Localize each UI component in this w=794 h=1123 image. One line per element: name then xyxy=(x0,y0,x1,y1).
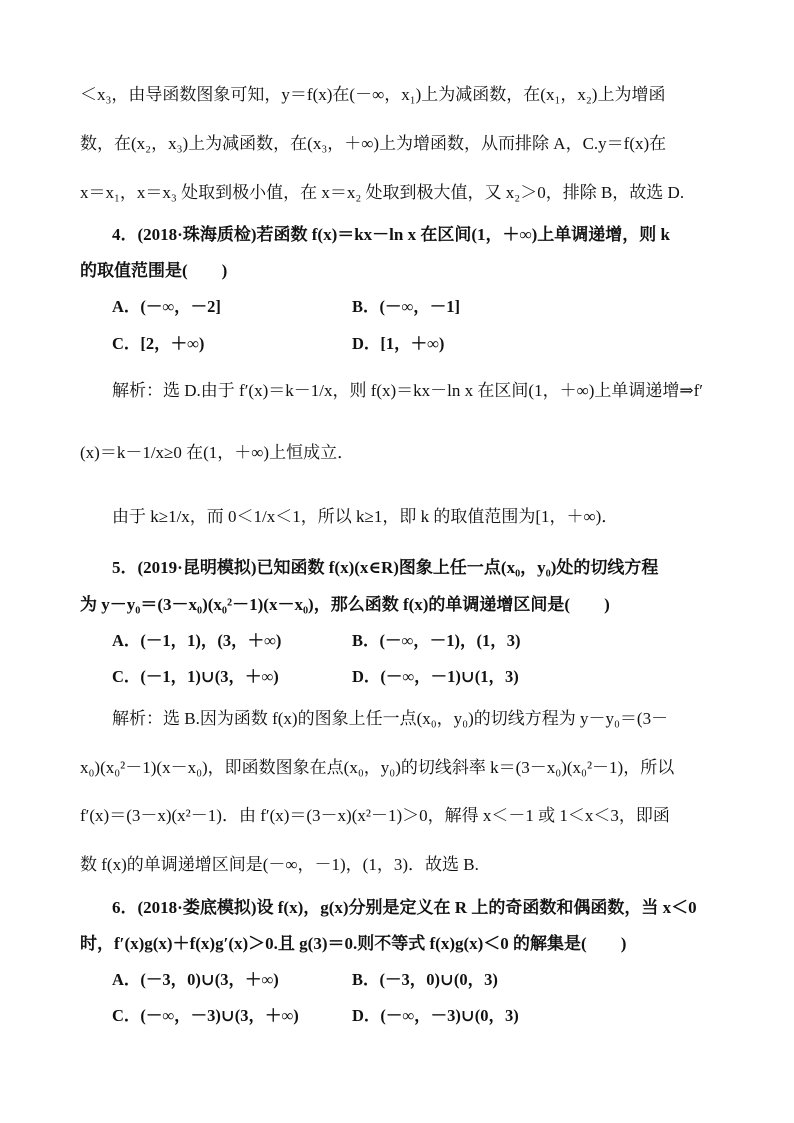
question-4-stem-line-2: 的取值范围是( ) xyxy=(80,261,228,280)
question-5-stem-line-1: 5．(2019·昆明模拟)已知函数 f(x)(x∈R)图象上任一点(x₀，y₀)处的切线方程 xyxy=(112,558,659,577)
question-6-stem-line-1: 6．(2018·娄底模拟)设 f(x)，g(x)分别是定义在 R 上的奇函数和偶函数，当 x＜0 xyxy=(112,898,697,917)
question-6-option-d: D．(－∞，－3)∪(0，3) xyxy=(352,1006,519,1025)
question-6-option-b: B．(－3，0)∪(0，3) xyxy=(352,970,498,989)
question-4-stem-line-1: 4．(2018·珠海质检)若函数 f(x)＝kx－ln x 在区间(1，＋∞)上单调递增，则 k xyxy=(112,225,671,244)
question-5-option-a: A．(－1，1)，(3，＋∞) xyxy=(112,631,282,650)
solution-5-line-1: 解析：选 B.因为函数 f(x)的图象上任一点(x₀，y₀)的切线方程为 y－y₀＝(3－ xyxy=(112,709,669,728)
question-5-option-c: C．(－1，1)∪(3，＋∞) xyxy=(112,667,279,686)
question-5-option-d: D．(－∞，－1)∪(1，3) xyxy=(352,667,519,686)
question-6-stem-line-2: 时，f′(x)g(x)＋f(x)g′(x)＞0.且 g(3)＝0.则不等式 f(x)g(x)＜0 的解集是( ) xyxy=(80,934,627,953)
solution-4-line-3: 由于 k≥1/x，而 0＜1/x＜1，所以 k≥1，即 k 的取值范围为[1，＋∞)． xyxy=(112,507,619,526)
solution-5-line-3: f′(x)＝(3－x)(x²－1)．由 f′(x)＝(3－x)(x²－1)＞0，解得 x＜－1 或 1＜x＜3，即函 xyxy=(80,806,670,825)
question-4-option-b: B．(－∞，－1] xyxy=(352,297,461,316)
question-6-option-a: A．(－3，0)∪(3，＋∞) xyxy=(112,970,279,989)
question-4-option-c: C．[2，＋∞) xyxy=(112,334,205,353)
solution-3-line-2: 数，在(x₂，x₃)上为减函数，在(x₃，＋∞)上为增函数，从而排除 A，C.y＝f(x)在 xyxy=(80,134,667,153)
solution-3-line-1: ＜x₃，由导函数图象可知，y＝f(x)在(－∞，x₁)上为减函数，在(x₁，x₂)上为增函 xyxy=(80,85,666,104)
question-5-stem-line-2: 为 y－y₀＝(3－x₀)(x₀²－1)(x－x₀)，那么函数 f(x)的单调递增区间是( ) xyxy=(80,595,610,614)
solution-3-line-3: x＝x₁，x＝x₃ 处取到极小值，在 x＝x₂ 处取到极大值，又 x₂＞0，排除 B，故选 D. xyxy=(80,183,685,202)
solution-4-line-2: (x)＝k－1/x≥0 在(1，＋∞)上恒成立． xyxy=(80,443,355,462)
solution-5-line-2: x₀)(x₀²－1)(x－x₀)，即函数图象在点(x₀，y₀)的切线斜率 k＝(3－x₀)(x₀²－1)，所以 xyxy=(80,758,675,777)
question-4-option-a: A．(－∞，－2] xyxy=(112,297,221,316)
question-4-option-d: D．[1，＋∞) xyxy=(352,334,445,353)
question-6-option-c: C．(－∞，－3)∪(3，＋∞) xyxy=(112,1006,299,1025)
question-5-option-b: B．(－∞，－1)，(1，3) xyxy=(352,631,521,650)
solution-4-line-1: 解析：选 D.由于 f′(x)＝k－1/x，则 f(x)＝kx－ln x 在区间(1，＋∞)上单调递增⇒f′ xyxy=(112,381,703,400)
solution-5-line-4: 数 f(x)的单调递增区间是(－∞，－1)，(1，3)．故选 B. xyxy=(80,855,479,874)
